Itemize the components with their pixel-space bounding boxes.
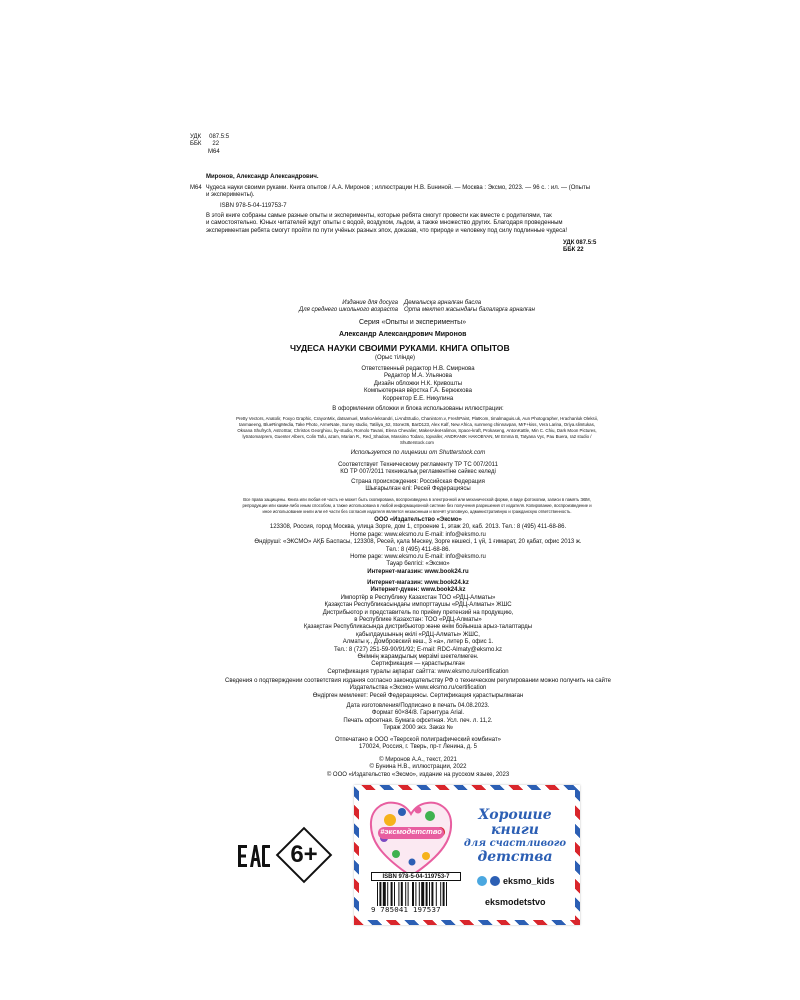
annotation-line: и самостоятельно. Юных читателей ждут опыты с водой, воздухом, льдом, а также множество других. Благодаря проведенным <box>206 220 563 227</box>
print-line: Тираж 2000 экз. Заказ № <box>383 725 453 732</box>
barcode-isbn: ISBN 978-5-04-119753-7 <box>371 872 461 881</box>
bbk-right-line: ББК 22 <box>563 247 584 254</box>
kz-distributor-kz: Қазақстан Республикасында дистрибьютор және өнім бойынша арыз-талаптарды <box>303 624 533 631</box>
illustration-credit-line: Oksana Shufrych, AstroStar, Christos Georghiou, by-studio, Romolo Tavani, Elena Chevalier, MakesAlexHalimov, Space-kraft, Prokaseng, AntonKattle, Min C. Chiu, Dark Moon Pictures, <box>237 428 597 433</box>
kz-validity: Өнімнің жарамдылық мерзімі шектелмеген. <box>357 654 479 661</box>
barcode-bar <box>415 882 416 906</box>
barcode-bar <box>446 882 447 906</box>
publisher-name: ООО «Издательство «Эксмо» <box>374 517 462 523</box>
edition-kz-line: Орта мектеп жасындағы балаларға арналған <box>404 307 535 314</box>
kz-distributor-kz2: қабылдаушының өкілі «РДЦ-Алматы» ЖШС, <box>356 631 480 638</box>
license-note: Используется по лицензии от Shutterstock.com <box>350 450 486 456</box>
rights-line: репродукции или каким-либо иным способом, а также использована в любой информационной системе без получения разрешения от издателя. Копирование, воспроизведение и <box>242 502 592 508</box>
barcode-bar <box>429 882 430 906</box>
print-line: Формат 60×84/8. Гарнитура Arial. <box>371 710 465 717</box>
printer <box>200 737 636 752</box>
conformity-line: Издательства «Эксмо» www.eksmo.ru/certification <box>349 685 487 692</box>
social-handle <box>477 876 555 886</box>
barcode-bar <box>401 882 403 906</box>
barcode-bar <box>398 882 399 906</box>
publisher-address: 123308, Россия, город Москва, улица Зорге, дом 1, строение 1, этаж 20, каб. 2013. Тел.: 8 (495) 411-68-86. <box>269 524 567 531</box>
kz-online-shop: Интернет-магазин: www.book24.kz <box>367 580 469 586</box>
barcode-number: 9 785041 197537 <box>371 905 441 914</box>
barcode-bar <box>421 882 424 906</box>
illustration-credit-line: lytratomarprem, Guenter Albers, Colin Tafu, azam, Marian R., Red_Shadow, Massimo Todaro, topvaller, ANDRANIK HAKOBYAN, Mr Emma B, Tatyana Vyc, Pau Buera, ra2 studio / <box>242 434 592 439</box>
regulation <box>200 462 636 477</box>
illustration-credits <box>182 416 652 446</box>
udk-right-line: УДК 087.5:5 <box>563 240 597 246</box>
kz-cert: Сертификация — қарастырылған <box>371 661 465 668</box>
author-name: Александр Александрович Миронов <box>339 331 467 338</box>
author-heading: Миронов, Александр Александрович. <box>206 174 319 180</box>
edition-ru <box>288 300 398 315</box>
credit-line: Корректор Е.Е. Никулина <box>382 395 454 402</box>
barcode-bar <box>394 882 395 906</box>
barcode-bar <box>436 882 437 906</box>
rights-line: Все права защищены. Книга или любая её часть не может быть скопирована, воспроизведена в электронной или механической форме, в виде фотокопии, записи в память ЭВМ, <box>243 497 591 502</box>
annotation <box>206 213 567 235</box>
edition-kz-line: Демалысқа арналған басла <box>404 300 482 306</box>
credit-line: Компьютерная вёрстка Г.А. Берюкхова <box>364 388 472 395</box>
copyright-line: © Миронов А.А., текст, 2021 <box>379 757 457 763</box>
book-title: ЧУДЕСА НАУКИ СВОИМИ РУКАМИ. КНИГА ОПЫТОВ <box>290 343 510 353</box>
language-note: (Орыс тілінде) <box>375 355 416 361</box>
barcode-bar <box>408 882 409 906</box>
series: Серия «Опыты и эксперименты» <box>359 319 467 326</box>
barcode-bar <box>377 882 378 906</box>
age-rating-text: 6+ <box>290 841 318 868</box>
copyright-line: © ООО «Издательство «Эксмо», издание на русском языке, 2023 <box>326 771 510 778</box>
biblio-code: М64 <box>190 185 202 191</box>
credit-line: Редактор М.А. Ульянова <box>384 373 452 380</box>
site-handle: eksmodetstvo <box>485 897 546 907</box>
print-line: Дата изготовления/Подписано в печать 04.08.2023. <box>346 703 490 709</box>
telegram-icon <box>477 876 487 886</box>
credit-line: Дизайн обложки Н.К. Кривошты <box>373 380 463 387</box>
bbk-label: ББК <box>190 141 202 148</box>
barcode-bar <box>412 882 414 906</box>
conformity-line: Өндірген мемлекет: Ресей Федерациясы. Сертификация қарастырылмаған <box>312 692 524 699</box>
publisher-home2: Home page: www.eksmo.ru E-mail: info@eksmo.ru <box>350 554 486 561</box>
kz-cert-kz: Сертификация туралы ақпарат сайтта: www.eksmo.ru/certification <box>327 668 509 675</box>
biblio-isbn: ISBN 978-5-04-119753-7 <box>220 202 287 209</box>
country-line: Страна происхождения: Российская Федерация <box>351 479 485 485</box>
rights-line: иное использование книги или её части без согласия издателя является незаконным и влечёт уголовную, административную и гражданскую ответственность. <box>262 508 572 514</box>
udk-block <box>190 134 229 156</box>
publisher-block <box>200 517 636 576</box>
barcode-bar <box>440 882 441 906</box>
kz-distributor2: в Республике Казахстан: ТОО «РДЦ-Алматы» <box>354 617 482 624</box>
kz-importer: Импортёр в Республику Казахстан ТОО «РДЦ-Алматы» <box>340 594 496 601</box>
annotation-line: экспериментам ребята смогут пройти по пути учёных разных эпох, доказав, что природе и человеку под силу подлинные чудеса! <box>206 227 568 234</box>
credit-line: Ответственный редактор Н.В. Смирнова <box>361 366 475 372</box>
eac-mark <box>237 843 271 869</box>
publisher-home: Home page: www.eksmo.ru E-mail: info@eksmo.ru <box>350 531 486 538</box>
country-line: Шығарылған елі: Ресей Федерациясы <box>365 486 471 493</box>
slogan-line: книги <box>491 822 539 838</box>
rights-notice <box>186 497 648 514</box>
printer-line: Отпечатано в ООО «Тверской полиграфический комбинат» <box>335 737 501 743</box>
barcode-block <box>371 872 461 916</box>
conformity <box>190 678 646 700</box>
copyright-line: © Бунина Н.В., иллюстрации, 2022 <box>369 764 467 771</box>
country-of-origin <box>200 479 636 494</box>
regulation-line: КО ТР 007/2011 техникалық регламентіне сәйкес келеді <box>340 469 496 476</box>
barcode-bar <box>387 882 388 906</box>
kz-distributor: Дистрибьютор и представитель по приёму претензий на продукцию, <box>322 609 514 616</box>
regulation-line: Соответствует Техническому регламенту ТР ТС 007/2011 <box>338 462 498 468</box>
publisher-kz: Өндіруші: «ЭКСМО» АҚБ Баспасы, 123308, Ресей, қала Мәскеу, Зорге көшесі, 1 үй, 1 ғимарат, 20 қабат, офис 2013 ж. <box>254 539 582 546</box>
author-code: М64 <box>208 148 220 155</box>
edition-ru-line: Для среднего школьного возраста <box>298 307 398 314</box>
illustration-credit-line: Shutterstock.com <box>400 440 434 445</box>
slogan <box>459 808 571 865</box>
barcode-bar <box>379 882 381 906</box>
udk-label: УДК <box>190 134 202 140</box>
publisher-tel: Тел.: 8 (495) 411-68-86. <box>385 546 451 553</box>
barcode-bar <box>426 882 428 906</box>
bibliographic-record <box>190 185 610 210</box>
vk-icon <box>490 876 500 886</box>
barcode-icon <box>377 882 459 906</box>
illustration-credits-heading: В оформлении обложки и блока использованы иллюстрации: <box>332 406 504 412</box>
slogan-line: для счастливого <box>463 838 567 849</box>
edition-ru-line: Издание для досуга <box>342 300 398 306</box>
barcode-bar <box>419 882 420 906</box>
slogan-line: детства <box>477 849 553 865</box>
heart-badge-icon <box>368 798 454 880</box>
barcode-bar <box>383 882 386 906</box>
barcode-bar <box>391 882 393 906</box>
annotation-line: В этой книге собраны самые разные опыты и эксперименты, которые ребята смогут провести как вместе с родителями, так <box>206 213 552 219</box>
barcode-bar <box>405 882 406 906</box>
trademark: Тауар белгісі: «Эксмо» <box>386 561 450 568</box>
printer-line: 170024, Россия, г. Тверь, пр-т Ленина, д. 5 <box>359 744 477 751</box>
credits <box>300 366 536 403</box>
age-rating <box>273 824 335 886</box>
slogan-line: Хорошие <box>478 807 552 823</box>
kz-address: Алматы қ., Домбровский көш., 3 «а», литер Б, офис 1. <box>342 639 494 646</box>
biblio-line1: Чудеса науки своими руками. Книга опытов / А.А. Миронов ; иллюстрации Н.В. Бuнинoй. — Москва : Эксмо, 2023. — 96 с. : ил. — (Опыты <box>205 185 591 191</box>
copyright <box>200 757 636 779</box>
conformity-line: Сведения о подтверждении соответствия издания согласно законодательству РФ о техническом регулировании можно получить на сайте <box>225 678 611 684</box>
illustration-credit-line: Pretty Vectors, Anatolir, Foxyo Graphic, CrayonMix, datsamuel, MarkoAleksandri, LiAndStudio, Chanintorn.v, FreshPaint, PlatKom, timalmaguis.uk, Aun Photographer, Hrachanluk Oleksii, <box>236 416 598 421</box>
edition-kz <box>404 300 535 315</box>
illustration-credit-line: tanmaeeng, BlueRingMedia, Take Photo, ArmeNate, Sunny studio, Tatiliya_62, Stone36, BarD123, Alex Kalf, New Africa, sunmeng chinnavpan, MrF+kiss, Vera Larina, Oriya.slimtukas, <box>238 422 596 427</box>
barcode-bar <box>443 882 445 906</box>
udk-right <box>563 240 596 255</box>
print-data <box>200 703 636 733</box>
kz-tel: Тел.: 8 (727) 251-59-90/91/92; E-mail: RDC-Almaty@eksmo.kz <box>333 646 503 653</box>
social-handle-text: eksmo_kids <box>503 876 555 886</box>
online-shop: Интернет-магазин: www.book24.ru <box>367 568 469 575</box>
kazakhstan-block <box>200 580 636 676</box>
udk-value: 087.5:5 <box>209 134 230 140</box>
barcode-bar <box>431 882 433 906</box>
bbk-value: 22 <box>212 141 220 148</box>
kz-importer-kz: Қазақстан Республикасындағы импорттаушы «РДЦ-Алматы» ЖШС <box>324 602 512 609</box>
biblio-line2: и эксперименты). <box>206 192 255 199</box>
kz-online-duken: Интернет-дүкен: www.book24.kz <box>370 587 466 594</box>
promo-card <box>354 785 580 925</box>
hashtag-badge: #эксмодетство <box>380 827 442 836</box>
print-line: Печать офсетная. Бумага офсетная. Усл. печ. л. 11,2. <box>343 717 493 724</box>
